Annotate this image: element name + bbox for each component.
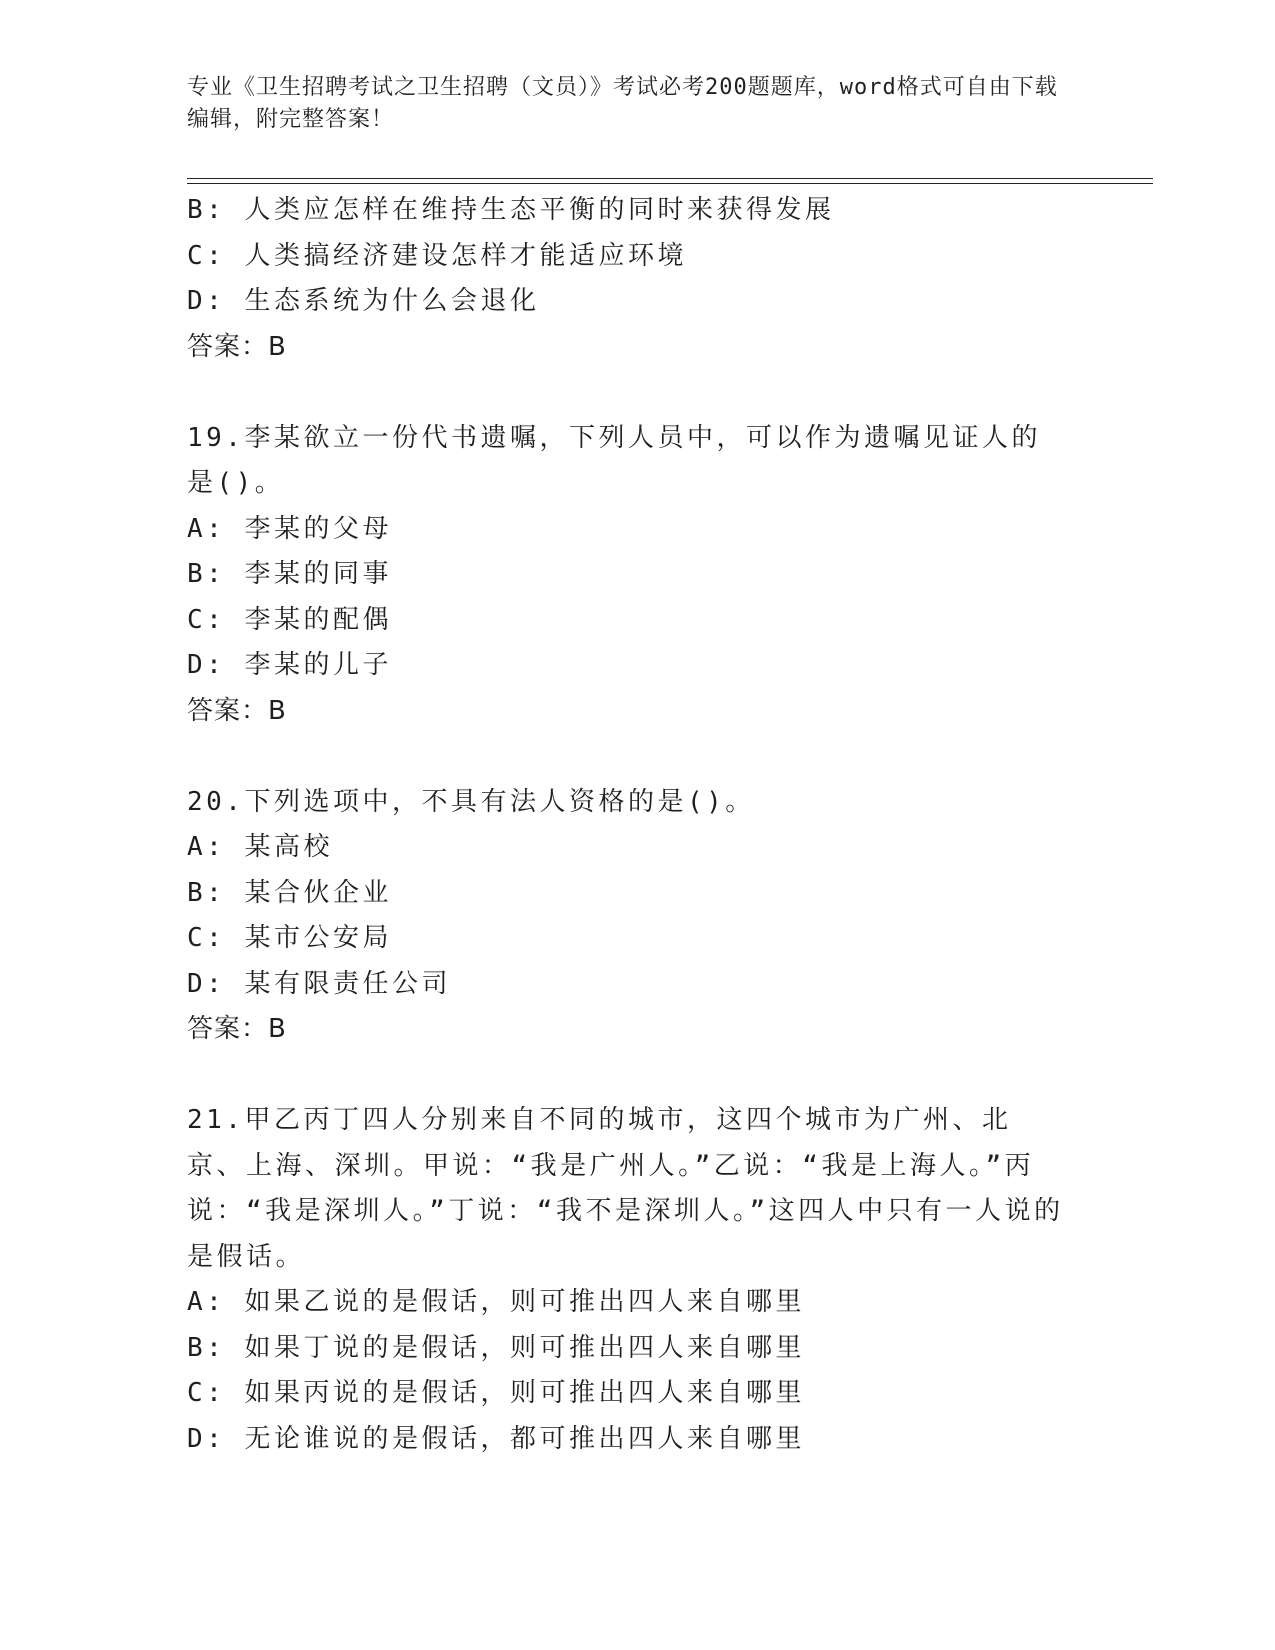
option-a: A: 李某的父母 bbox=[187, 513, 392, 544]
option-d: D: 无论谁说的是假话，都可推出四人来自哪里 bbox=[187, 1423, 805, 1454]
option-b: B: 某合伙企业 bbox=[187, 877, 392, 908]
question-stem: 20.下列选项中，不具有法人资格的是()。 bbox=[187, 786, 755, 817]
prev-question bbox=[187, 188, 1087, 370]
option-b: B: 如果丁说的是假话，则可推出四人来自哪里 bbox=[187, 1332, 805, 1363]
question-21 bbox=[187, 1098, 1087, 1462]
answer-label: 答案：B bbox=[187, 695, 287, 726]
question-20 bbox=[187, 780, 1087, 1053]
question-content bbox=[187, 188, 1087, 1462]
option-c: C: 李某的配偶 bbox=[187, 604, 392, 635]
header-rule-bottom bbox=[187, 183, 1153, 184]
option-b: B: 李某的同事 bbox=[187, 559, 392, 589]
option-c: C: 某市公安局 bbox=[187, 923, 392, 953]
option-d: D: 某有限责任公司 bbox=[187, 968, 451, 999]
option-c: C: 如果丙说的是假话，则可推出四人来自哪里 bbox=[187, 1378, 805, 1408]
option-c: C: 人类搞经济建设怎样才能适应环境 bbox=[187, 240, 687, 271]
answer-label: 答案：B bbox=[187, 331, 287, 362]
option-d: D: 李某的儿子 bbox=[187, 650, 392, 680]
spacer bbox=[187, 370, 1087, 416]
option-a: A: 如果乙说的是假话，则可推出四人来自哪里 bbox=[187, 1287, 805, 1317]
answer-label: 答案：B bbox=[187, 1014, 287, 1044]
option-d: D: 生态系统为什么会退化 bbox=[187, 286, 540, 316]
spacer bbox=[187, 1053, 1087, 1099]
spacer bbox=[187, 734, 1087, 780]
header-rule-top bbox=[187, 178, 1153, 179]
option-b: B: 人类应怎样在维持生态平衡的同时来获得发展 bbox=[187, 195, 835, 225]
question-stem: 19.李某欲立一份代书遗嘱，下列人员中，可以作为遗嘱见证人的是()。 bbox=[187, 422, 1041, 498]
question-stem: 21.甲乙丙丁四人分别来自不同的城市，这四个城市为广州、北京、上海、深圳。甲说：“我是广州人。”乙说：“我是上海人。”丙说：“我是深圳人。”丁说：“我不是深圳人。”这四人中只有一人说的是假话。 bbox=[187, 1105, 1064, 1272]
option-a: A: 某高校 bbox=[187, 832, 333, 862]
question-19 bbox=[187, 416, 1087, 735]
document-header: 专业《卫生招聘考试之卫生招聘（文员）》考试必考200题题库，word格式可自由下载编辑，附完整答案！ bbox=[187, 75, 1058, 132]
